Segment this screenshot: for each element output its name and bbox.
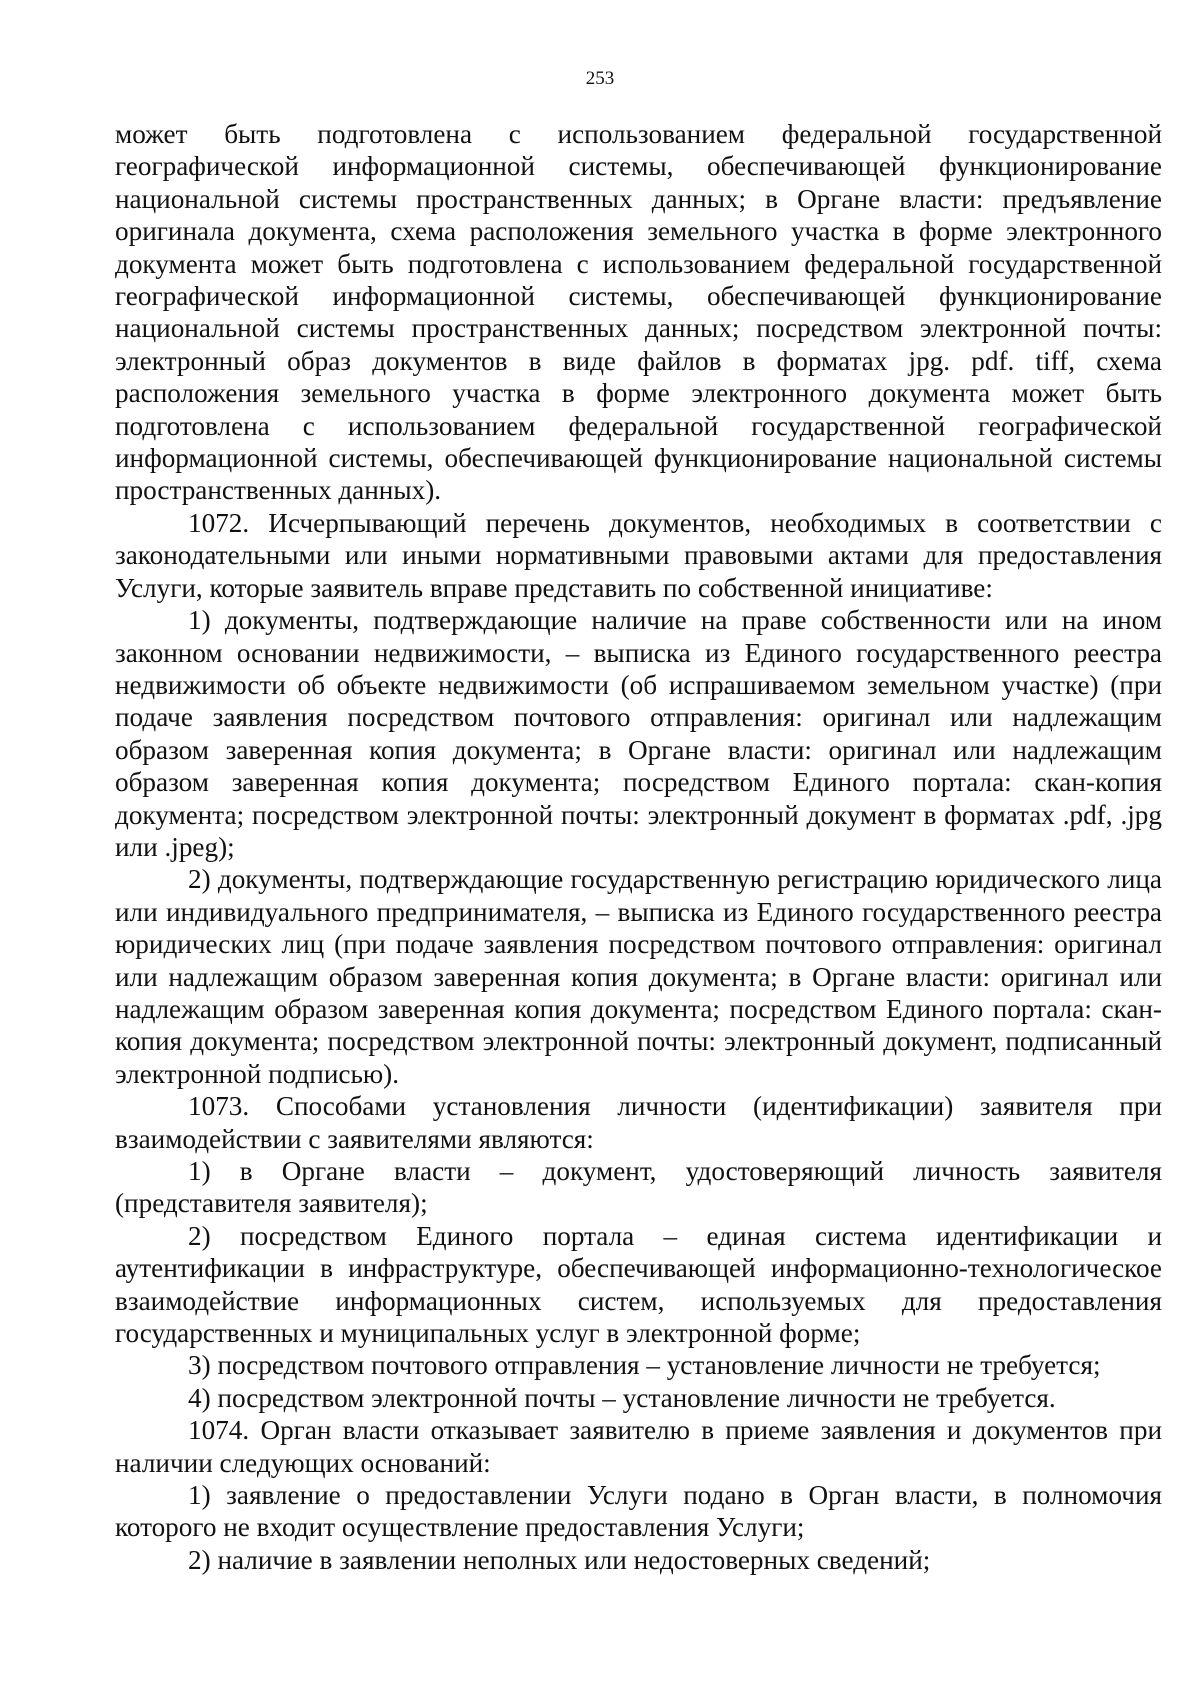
paragraph-1074-item-1: 1) заявление о предоставлении Услуги подано в Орган власти, в полномочия которого не входит осуществление предоставления Услуги; [115,1480,1162,1543]
paragraph-1072: 1072. Исчерпывающий перечень документов, необходимых в соответствии с законодательными или иными нормативными правовыми актами для предоставления Услуги, которые заявитель вправе представить по собственной инициативе: [115,507,1162,603]
paragraph-1073-item-4: 4) посредством электронной почты – установление личности не требуется. [188,1382,1056,1413]
paragraph-1073-item-3: 3) посредством почтового отправления – установление личности не требуется; [188,1350,1101,1381]
paragraph-1073-item-1: 1) в Органе власти – документ, удостоверяющий личность заявителя (представителя заявителя); [115,1156,1162,1219]
paragraph-1073: 1073. Способами установления личности (идентификации) заявителя при взаимодействии с заявителями являются: [115,1091,1162,1154]
paragraph-1072-item-2: 2) документы, подтверждающие государственную регистрацию юридического лица или индивидуального предпринимателя, – выписка из Единого государственного реестра юридических лиц (при подаче заявления посредством почтового отправления: оригинал или надлежащим образом заверенная копия документа; в Органе власти: оригинал или надлежащим образом заверенная копия документа; посредством Единого портала: скан-копия документа; посредством электронной почты: электронный документ, подписанный электронной подписью). [115,864,1162,1089]
paragraph-continuation: может быть подготовлена с использованием федеральной государственной географической информационной системы, обеспечивающей функционирование национальной системы пространственных данных; в Органе власти: предъявление оригинала документа, схема расположения земельного участка в форме электронного документа может быть подготовлена с использованием федеральной государственной географической информационной системы, обеспечивающей функционирование национальной системы пространственных данных; посредством электронной почты: электронный образ документов в виде файлов в форматах jpg. pdf. tiff, схема расположения земельного участка в форме электронного документа может быть подготовлена с использованием федеральной государственной географической информационной системы, обеспечивающей функционирование национальной системы пространственных данных). [115,119,1162,506]
paragraph-1073-item-2: 2) посредством Единого портала – единая система идентификации и аутентификации в инфраструктуре, обеспечивающей информационно-технологическое взаимодействие информационных систем, используемых для предоставления государственных и муниципальных услуг в электронной форме; [115,1220,1162,1349]
paragraph-1074-item-2: 2) наличие в заявлении неполных или недостоверных сведений; [188,1544,931,1575]
document-body [115,118,1162,1576]
page-number: 253 [585,68,615,89]
paragraph-1072-item-1: 1) документы, подтверждающие наличие на праве собственности или на ином законном основании недвижимости, – выписка из Единого государственного реестра недвижимости об объекте недвижимости (об испрашиваемом земельном участке) (при подаче заявления посредством почтового отправления: оригинал или надлежащим образом заверенная копия документа; в Органе власти: оригинал или надлежащим образом заверенная копия документа; посредством Единого портала: скан-копия документа; посредством электронной почты: электронный документ в форматах .pdf, .jpg или .jpeg); [115,605,1162,862]
paragraph-1074: 1074. Орган власти отказывает заявителю в приеме заявления и документов при наличии следующих оснований: [115,1415,1162,1478]
